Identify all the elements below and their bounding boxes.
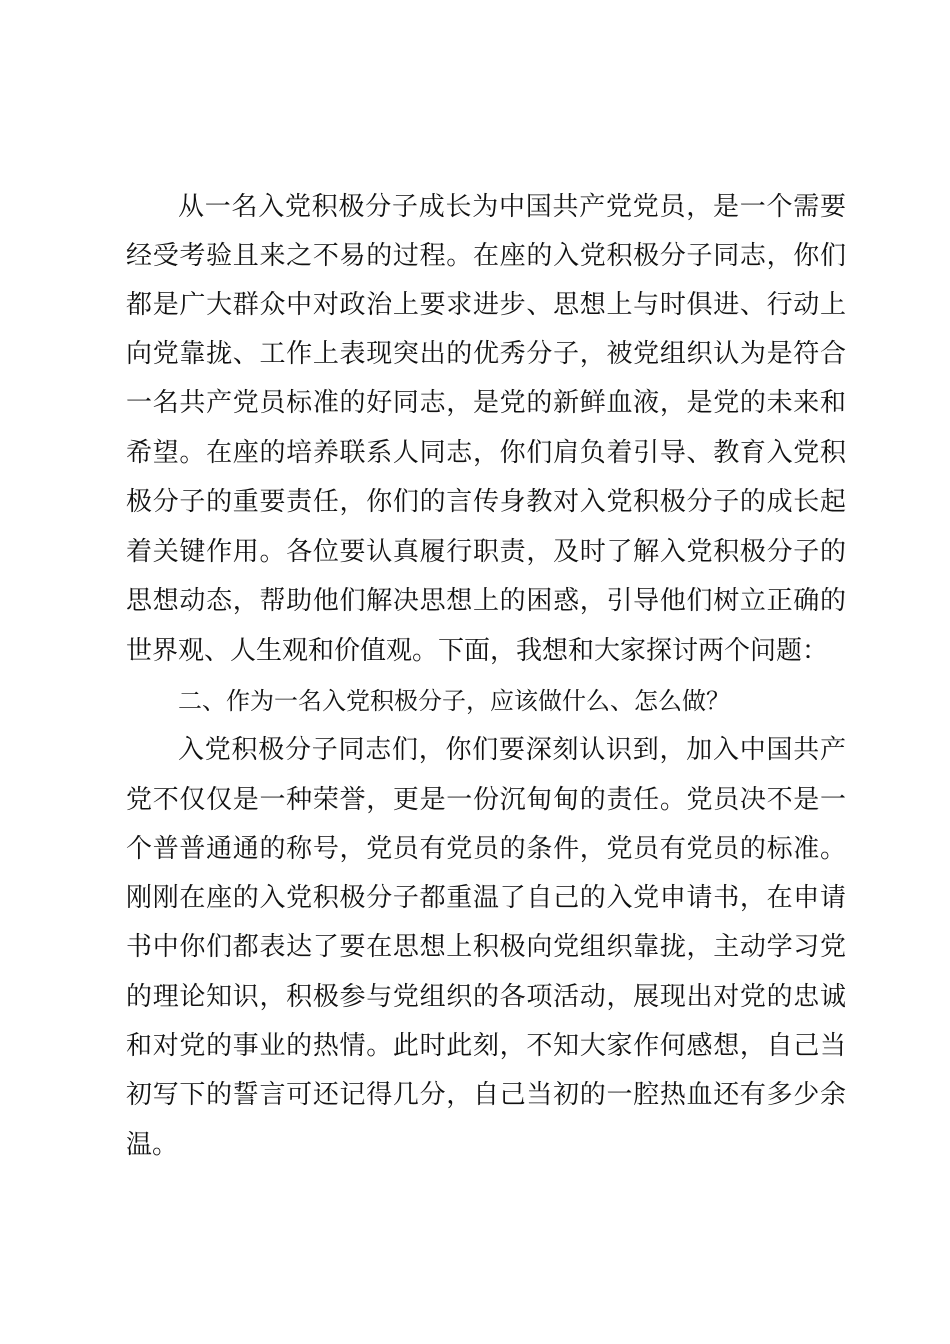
paragraph-line: 的理论知识，积极参与党组织的各项活动，展现出对党的忠诚 [126, 982, 846, 1012]
paragraph-line: 入党积极分子同志们，你们要深刻认识到，加入中国共产 [178, 735, 846, 765]
paragraph-line: 书中你们都表达了要在思想上积极向党组织靠拢，主动学习党 [126, 932, 846, 962]
paragraph-line: 经受考验且来之不易的过程。在座的入党积极分子同志，你们 [126, 241, 846, 271]
paragraph-line: 党不仅仅是一种荣誉，更是一份沉甸甸的责任。党员决不是一 [126, 785, 846, 815]
paragraph-line: 希望。在座的培养联系人同志，你们肩负着引导、教育入党积 [126, 438, 846, 468]
section-heading: 二、作为一名入党积极分子，应该做什么、怎么做？ [178, 687, 730, 715]
paragraph-line: 个普普通通的称号，党员有党员的条件，党员有党员的标准。 [126, 834, 846, 864]
paragraph-line: 刚刚在座的入党积极分子都重温了自己的入党申请书，在申请 [126, 883, 846, 913]
paragraph-line: 极分子的重要责任，你们的言传身教对入党积极分子的成长起 [126, 487, 846, 517]
paragraph-line: 初写下的誓言可还记得几分，自己当初的一腔热血还有多少余 [126, 1080, 846, 1110]
paragraph-line: 着关键作用。各位要认真履行职责，及时了解入党积极分子的 [126, 537, 846, 567]
paragraph-line: 从一名入党积极分子成长为中国共产党党员，是一个需要 [178, 192, 846, 222]
paragraph-line: 和对党的事业的热情。此时此刻，不知大家作何感想，自己当 [126, 1031, 846, 1061]
paragraph-line: 世界观、人生观和价值观。下面，我想和大家探讨两个问题： [126, 636, 829, 666]
paragraph-line: 都是广大群众中对政治上要求进步、思想上与时俱进、行动上 [126, 290, 846, 320]
paragraph-line: 温。 [126, 1130, 179, 1160]
paragraph-line: 向党靠拢、工作上表现突出的优秀分子，被党组织认为是符合 [126, 339, 846, 369]
paragraph-line: 思想动态，帮助他们解决思想上的困惑，引导他们树立正确的 [126, 586, 846, 616]
paragraph-line: 一名共产党员标准的好同志，是党的新鲜血液，是党的未来和 [126, 388, 846, 418]
